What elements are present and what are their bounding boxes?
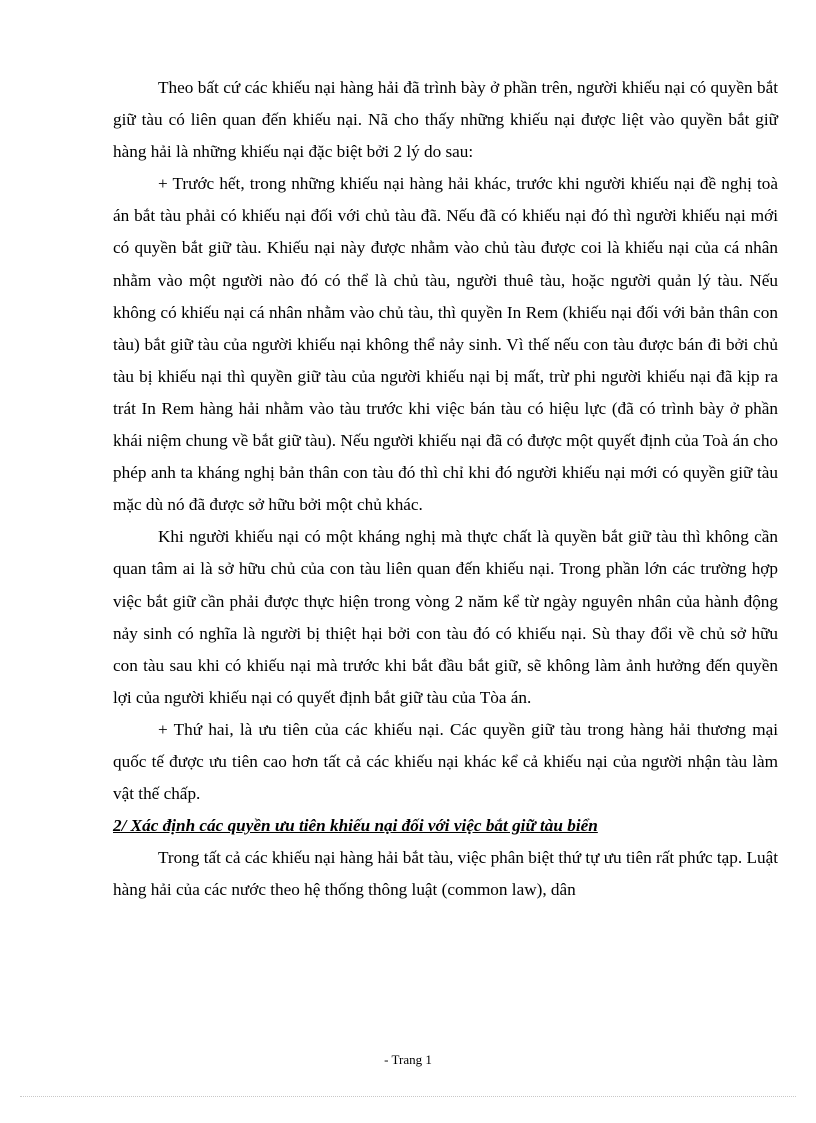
paragraph-ownership: Khi người khiếu nại có một kháng nghị mà thực chất là quyền bắt giữ tàu thì không cần quan tâm ai là sở hữu chủ của con tàu liên quan đến khiếu nại. Trong phần lớn các trường hợp việc bắt giữ cần phải được thực hiện trong vòng 2 năm kể từ ngày nguyên nhân của hành động nảy sinh có nghĩa là người bị thiệt hại bởi con tàu đó có khiếu nại. Sù thay đổi về chủ sở hữu con tàu sau khi có khiếu nại mà trước khi bắt đầu bắt giữ, sẽ không làm ảnh hưởng đến quyền lợi của người khiếu nại có quyết định bắt giữ tàu của Tòa án.	[113, 527, 778, 707]
paragraph-priority: Trong tất cả các khiếu nại hàng hải bắt tàu, việc phân biệt thứ tự ưu tiên rất phức tạp. Luật hàng hải của các nước theo hệ thống thông luật (common law), dân	[113, 848, 778, 900]
paragraph-intro: Theo bất cứ các khiếu nại hàng hải đã trình bày ở phần trên, người khiếu nại có quyền bắt giữ tàu có liên quan đến khiếu nại. Nã cho thấy những khiếu nại được liệt vào quyền bắt giữ hàng hải là những khiếu nại đặc biệt bởi 2 lý do sau:	[113, 78, 778, 162]
section-heading: 2/ Xác định các quyền ưu tiên khiếu nại đối với việc bắt giữ tàu biển	[113, 816, 598, 836]
page-footer: - Trang 1	[384, 1052, 432, 1067]
page-bottom-divider	[20, 1096, 796, 1097]
paragraph-second-reason: + Thứ hai, là ưu tiên của các khiếu nại. Các quyền giữ tàu trong hàng hải thương mại quốc tế được ưu tiên cao hơn tất cả các khiếu nại khác kể cả khiếu nại của người nhận tàu làm vật thế chấp.	[113, 719, 778, 804]
paragraph-first-reason: + Trước hết, trong những khiếu nại hàng hải khác, trước khi người khiếu nại đề nghị toà án bắt tàu phải có khiếu nại đối với chủ tàu đã. Nếu đã có khiếu nại đó thì người khiếu nại mới có quyền bắt giữ tàu. Khiếu nại này được nhằm vào chủ tàu được coi là khiếu nại của cá nhân nhằm vào một người nào đó có thể là chủ tàu, người thuê tàu, hoặc người quản lý tàu. Nếu không có khiếu nại cá nhân nhằm vào chủ tàu, thì quyền In Rem (khiếu nại đối với bản thân con tàu) bắt giữ tàu của người khiếu nại không thể nảy sinh. Vì thế nếu con tàu được bán đi bởi chủ tàu bị khiếu nại thì quyền giữ tàu của người khiếu nại bị mất, trừ phi người khiếu nại đã kịp ra trát In Rem hàng hải nhằm vào tàu trước khi việc bán tàu có hiệu lực (đã có trình bày ở phần khái niệm chung về bắt giữ tàu). Nếu người khiếu nại đã có được một quyết định của Toà án cho phép anh ta kháng nghị bản thân con tàu đó thì chỉ khi đó người khiếu nại mới có quyền giữ tàu mặc dù nó đã được sở hữu bởi một chủ khác.	[113, 174, 778, 515]
document-body	[113, 72, 778, 906]
